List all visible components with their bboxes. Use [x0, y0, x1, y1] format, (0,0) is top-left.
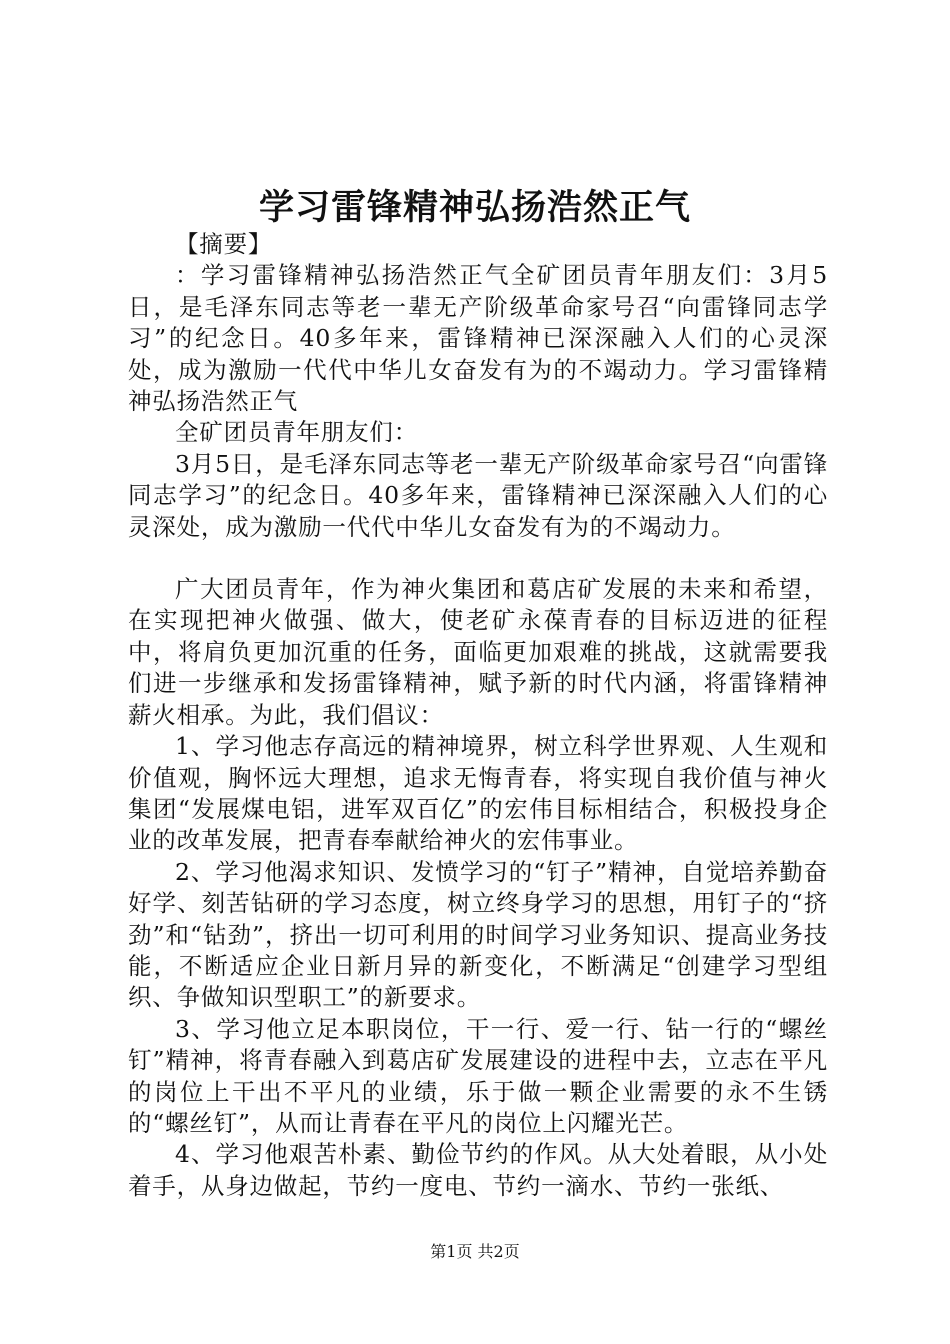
document-title: 学习雷锋精神弘扬浩然正气	[258, 187, 691, 228]
intro-paragraph: 3月5日，是毛泽东同志等老一辈无产阶级革命家号召“向雷锋同志学习”的纪念日。40多年来，雷锋精神已深深融入人们的心灵深处，成为激励一代代中华儿女奋发有为的不竭动力。	[128, 449, 828, 541]
item-paragraph-3: 3、学习他立足本职岗位，干一行、爱一行、钻一行的“螺丝钉”精神，将青春融入到葛店矿发展建设的进程中去，立志在平凡的岗位上干出不平凡的业绩，乐于做一颗企业需要的永不生锈的“螺丝钉”，从而让青春在平凡的岗位上闪耀光芒。	[128, 1014, 828, 1137]
item-paragraph-4: 4、学习他艰苦朴素、勤俭节约的作风。从大处着眼，从小处着手，从身边做起，节约一度电、节约一滴水、节约一张纸、	[128, 1140, 828, 1200]
item-paragraph-2: 2、学习他渴求知识、发愤学习的“钉子”精神，自觉培养勤奋好学、刻苦钻研的学习态度，树立终身学习的思想，用钉子的“挤劲”和“钻劲”，挤出一切可利用的时间学习业务知识、提高业务技能，不断适应企业日新月异的新变化，不断满足“创建学习型组织、争做知识型职工”的新要求。	[128, 857, 828, 1012]
abstract-heading: 【摘要】	[175, 230, 273, 258]
item-paragraph-1: 1、学习他志存高远的精神境界，树立科学世界观、人生观和价值观，胸怀远大理想，追求无悔青春，将实现自我价值与神火集团“发展煤电铝，进军双百亿”的宏伟目标相结合，积极投身企业的改革发展，把青春奉献给神火的宏伟事业。	[128, 732, 828, 855]
call-paragraph: 广大团员青年，作为神火集团和葛店矿发展的未来和希望，在实现把神火做强、做大，使老矿永葆青春的目标迈进的征程中，将肩负更加沉重的任务，面临更加艰难的挑战，这就需要我们进一步继承和发扬雷锋精神，赋予新的时代内涵，将雷锋精神薪火相承。为此，我们倡议：	[128, 575, 828, 729]
salutation-paragraph: 全矿团员青年朋友们：	[175, 418, 418, 447]
page-number-footer: 第1页 共2页	[430, 1242, 520, 1261]
abstract-paragraph: ：学习雷锋精神弘扬浩然正气全矿团员青年朋友们：3月5日，是毛泽东同志等老一辈无产阶级革命家号召“向雷锋同志学习”的纪念日。40多年来，雷锋精神已深深融入人们的心灵深处，成为激励一代代中华儿女奋发有为的不竭动力。学习雷锋精神弘扬浩然正气	[128, 261, 828, 416]
document-body	[128, 229, 828, 1202]
